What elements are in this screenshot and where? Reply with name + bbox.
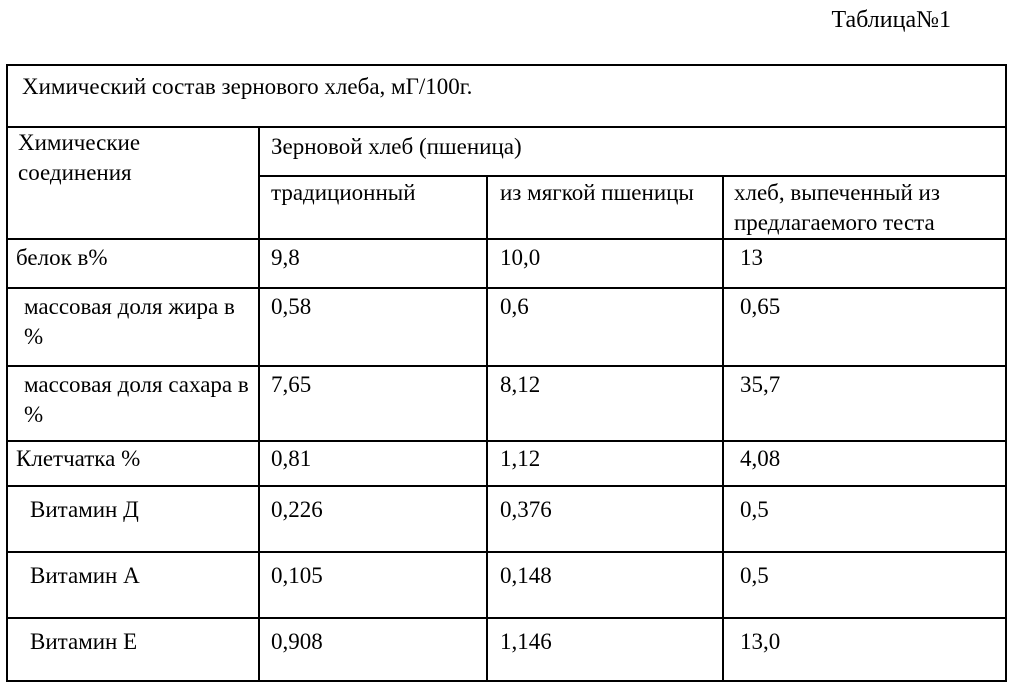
table-row xyxy=(7,486,1006,552)
table-row xyxy=(7,552,1006,618)
cell-traditional: 0,58 xyxy=(259,288,487,366)
cell-soft-wheat: 8,12 xyxy=(487,366,723,441)
header-row xyxy=(7,127,1006,176)
cell-soft-wheat: 1,12 xyxy=(487,441,723,486)
row-label: массовая доля сахара в % xyxy=(7,366,259,441)
table-row xyxy=(7,441,1006,486)
table-row xyxy=(7,366,1006,441)
cell-proposed: 0,5 xyxy=(723,486,1006,552)
table-row xyxy=(7,239,1006,288)
table-title: Химический состав зернового хлеба, мГ/100г. xyxy=(7,65,1006,127)
cell-traditional: 0,81 xyxy=(259,441,487,486)
subheader-soft-wheat: из мягкой пшеницы xyxy=(487,176,723,239)
table-row xyxy=(7,288,1006,366)
cell-soft-wheat: 0,148 xyxy=(487,552,723,618)
cell-proposed: 4,08 xyxy=(723,441,1006,486)
row-label: Витамин Е xyxy=(7,618,259,681)
row-label: белок в% xyxy=(7,239,259,288)
row-label: массовая доля жира в % xyxy=(7,288,259,366)
subheader-traditional: традиционный xyxy=(259,176,487,239)
table-caption: Таблица№1 xyxy=(831,7,951,33)
table-row xyxy=(7,618,1006,681)
subheader-proposed-dough: хлеб, выпеченный из предлагаемого теста xyxy=(723,176,1006,239)
cell-traditional: 7,65 xyxy=(259,366,487,441)
cell-proposed: 35,7 xyxy=(723,366,1006,441)
cell-proposed: 0,65 xyxy=(723,288,1006,366)
chemical-composition-table xyxy=(6,64,1007,682)
cell-soft-wheat: 0,6 xyxy=(487,288,723,366)
row-label: Витамин А xyxy=(7,552,259,618)
row-label: Витамин Д xyxy=(7,486,259,552)
cell-traditional: 0,105 xyxy=(259,552,487,618)
cell-proposed: 0,5 xyxy=(723,552,1006,618)
cell-soft-wheat: 1,146 xyxy=(487,618,723,681)
cell-traditional: 0,226 xyxy=(259,486,487,552)
compounds-header: Химические соединения xyxy=(7,127,259,239)
cell-traditional: 0,908 xyxy=(259,618,487,681)
cell-soft-wheat: 0,376 xyxy=(487,486,723,552)
row-label: Клетчатка % xyxy=(7,441,259,486)
cell-proposed: 13,0 xyxy=(723,618,1006,681)
cell-soft-wheat: 10,0 xyxy=(487,239,723,288)
table-title-row xyxy=(7,65,1006,127)
cell-traditional: 9,8 xyxy=(259,239,487,288)
grain-bread-header: Зерновой хлеб (пшеница) xyxy=(259,127,1006,176)
cell-proposed: 13 xyxy=(723,239,1006,288)
